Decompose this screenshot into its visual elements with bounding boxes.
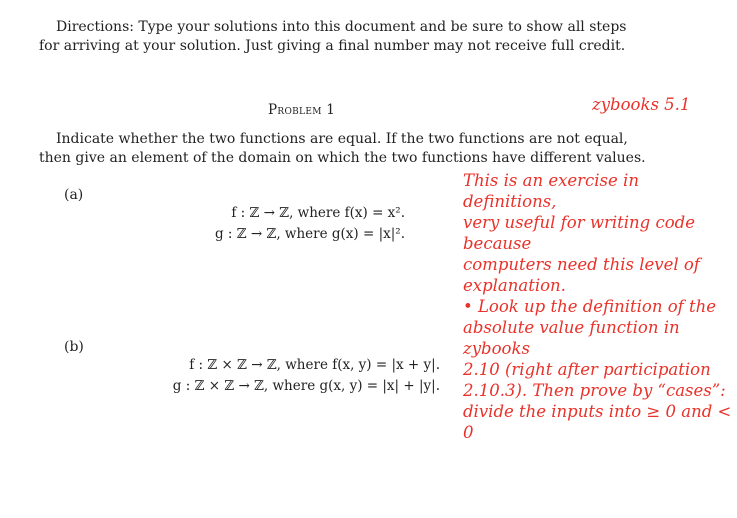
annotation-line: • Look up the definition of the	[463, 297, 717, 316]
problem-title	[268, 102, 335, 118]
problem-statement-line-2: then give an element of the domain on which the two functions have different values.	[39, 150, 646, 166]
part-b-f-definition: f : ℤ × ℤ → ℤ, where f(x, y) = |x + y|.	[189, 357, 440, 373]
part-b-functions	[130, 355, 440, 397]
problem-statement-line-1: Indicate whether the two functions are equal. If the two functions are not equal,	[56, 131, 628, 147]
annotation-line: computers need this level of	[463, 255, 700, 274]
annotation-line: This is an exercise in definitions,	[463, 171, 639, 211]
zybooks-reference: zybooks 5.1	[592, 95, 691, 114]
part-a-g-definition: g : ℤ → ℤ, where g(x) = |x|².	[214, 226, 405, 242]
part-a-f-definition: f : ℤ → ℤ, where f(x) = x².	[231, 205, 405, 221]
part-a-label: (a)	[64, 187, 84, 203]
part-b-label: (b)	[64, 339, 84, 355]
directions-line-2: for arriving at your solution. Just giving a final number may not receive full credit.	[39, 38, 626, 54]
problem-title-text: Problem 1	[268, 102, 336, 118]
annotation-line: explanation.	[463, 276, 566, 295]
annotation-line: divide the inputs into ≥ 0 and < 0	[463, 402, 732, 442]
annotation-line: absolute value function in zybooks	[463, 318, 680, 358]
part-b-g-definition: g : ℤ × ℤ → ℤ, where g(x, y) = |x| + |y|.	[172, 378, 440, 394]
directions-line-1: Directions: Type your solutions into this document and be sure to show all steps	[56, 19, 627, 35]
annotation-line: 2.10 (right after participation	[463, 360, 711, 379]
handwritten-annotation	[463, 170, 733, 443]
annotation-line: very useful for writing code because	[463, 213, 695, 253]
annotation-line: 2.10.3). Then prove by “cases”:	[463, 381, 726, 400]
part-a-functions	[150, 203, 405, 245]
